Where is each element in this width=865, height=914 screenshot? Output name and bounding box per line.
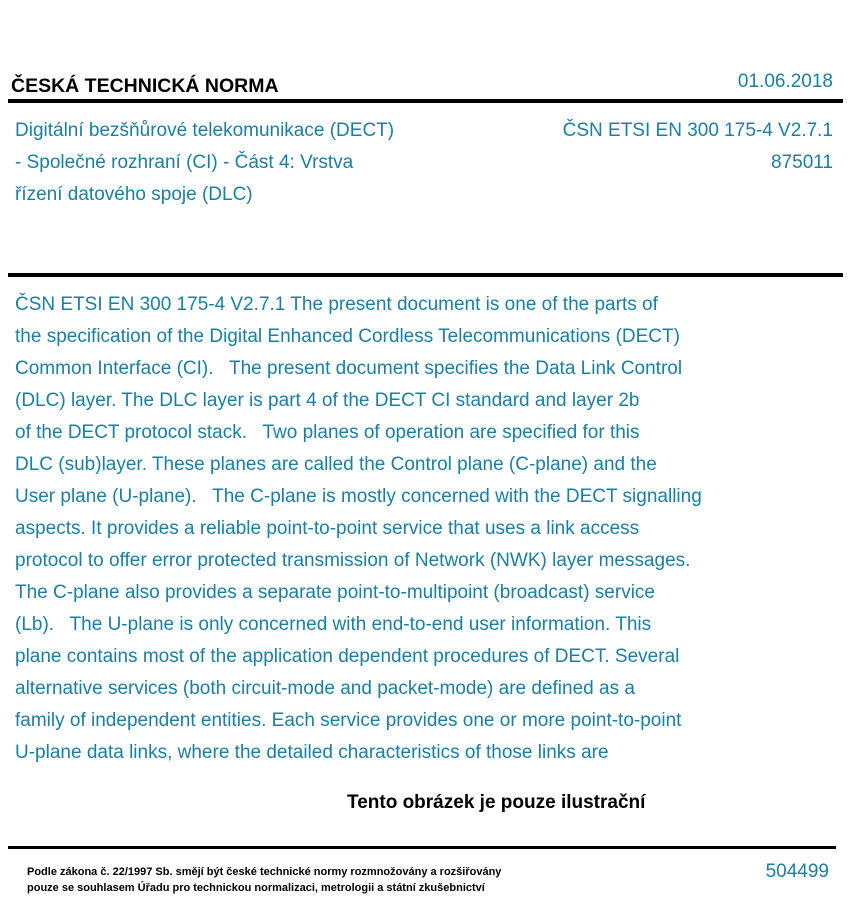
document-title-line: - Společné rozhraní (CI) - Část 4: Vrstva — [15, 152, 354, 173]
abstract-line: ČSN ETSI EN 300 175-4 V2.7.1 The present document is one of the parts of — [15, 294, 658, 315]
abstract-line: DLC (sub)layer. These planes are called the Control plane (C-plane) and the — [15, 454, 657, 475]
abstract-line: plane contains most of the application dependent procedures of DECT. Several — [15, 646, 680, 667]
abstract-text — [15, 289, 835, 769]
title-divider — [8, 273, 843, 277]
document-title — [15, 115, 475, 211]
legal-notice-line: Podle zákona č. 22/1997 Sb. smějí být české technické normy rozmnožovány a rozšiřovány — [27, 866, 502, 878]
header-divider — [8, 99, 843, 103]
standard-header-title: ČESKÁ TECHNICKÁ NORMA — [11, 75, 279, 97]
abstract-line: of the DECT protocol stack. Two planes of operation are specified for this — [15, 422, 640, 443]
abstract-line: the specification of the Digital Enhanced Cordless Telecommunications (DECT) — [15, 326, 680, 347]
class-number: 875011 — [771, 152, 833, 173]
abstract-line: U-plane data links, where the detailed characteristics of those links are — [15, 742, 609, 763]
abstract-line: (Lb). The U-plane is only concerned with end-to-end user information. This — [15, 614, 652, 635]
document-title-line: Digitální bezšňůrové telekomunikace (DECT) — [15, 120, 395, 141]
document-code: 504499 — [765, 861, 829, 882]
document-reference-block — [563, 115, 833, 179]
abstract-line: aspects. It provides a reliable point-to-point service that uses a link access — [15, 518, 640, 539]
abstract-line: The C-plane also provides a separate point-to-multipoint (broadcast) service — [15, 582, 655, 603]
abstract-line: Common Interface (CI). The present document specifies the Data Link Control — [15, 358, 683, 379]
legal-notice — [27, 864, 501, 896]
standard-reference: ČSN ETSI EN 300 175-4 V2.7.1 — [562, 120, 833, 141]
abstract-line: protocol to offer error protected transmission of Network (NWK) layer messages. — [15, 550, 691, 571]
publication-date: 01.06.2018 — [737, 71, 833, 92]
abstract-line: (DLC) layer. The DLC layer is part 4 of the DECT CI standard and layer 2b — [15, 390, 640, 411]
abstract-line: alternative services (both circuit-mode and packet-mode) are defined as a — [15, 678, 635, 699]
footer-divider — [8, 846, 836, 849]
legal-notice-line: pouze se souhlasem Úřadu pro technickou normalizaci, metrologii a státní zkušebnictví — [27, 882, 485, 894]
document-title-line: řízení datového spoje (DLC) — [15, 184, 253, 205]
abstract-line: family of independent entities. Each service provides one or more point-to-point — [15, 710, 682, 731]
illustration-disclaimer: Tento obrázek je pouze ilustrační — [347, 792, 646, 813]
abstract-line: User plane (U-plane). The C-plane is mostly concerned with the DECT signalling — [15, 486, 702, 507]
